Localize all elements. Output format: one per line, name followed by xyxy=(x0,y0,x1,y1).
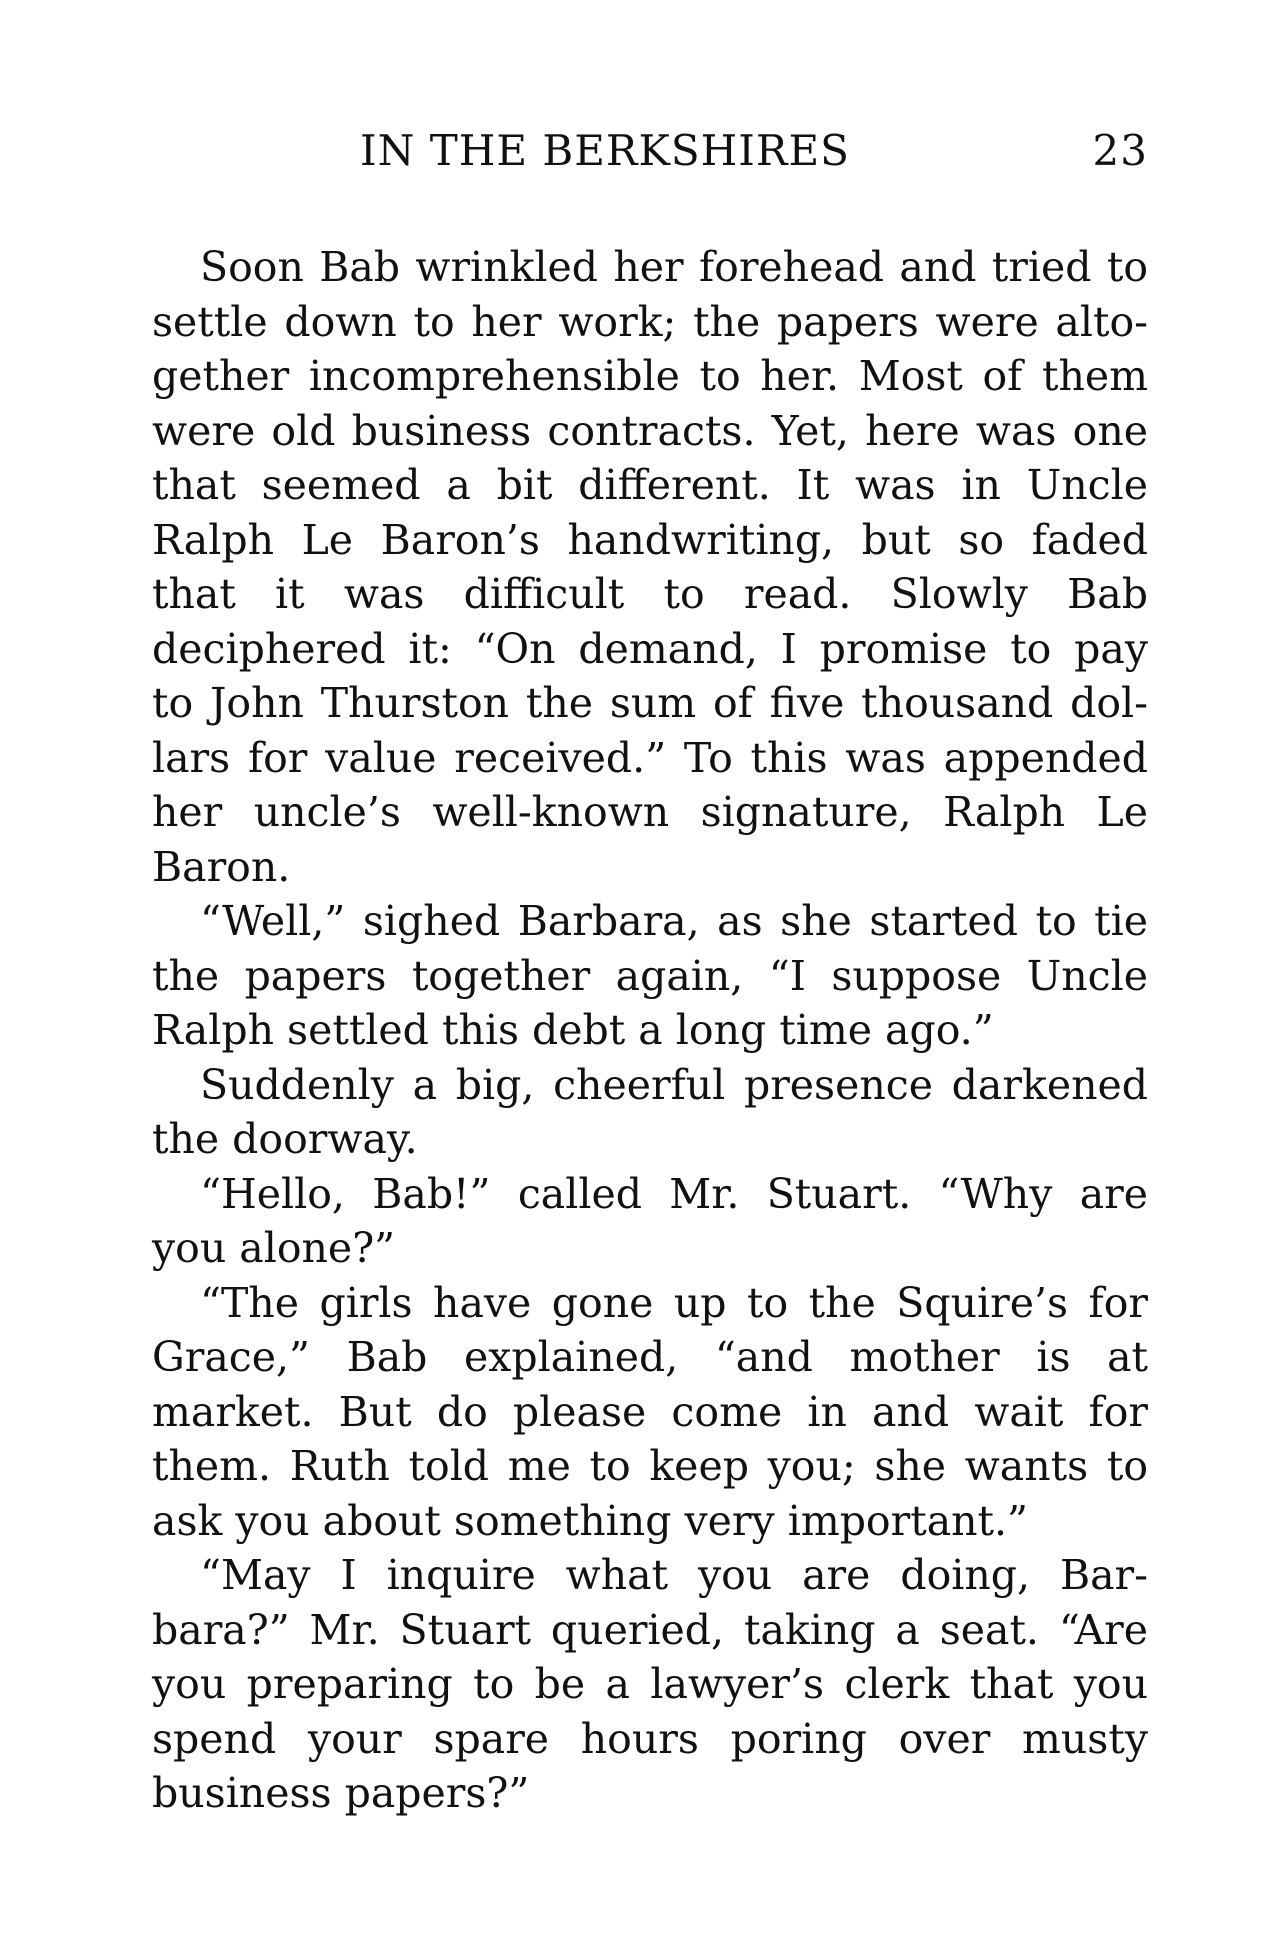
text-line: “The girls have gone up to the Squire’s for xyxy=(200,1278,1148,1327)
text-line: Ralph Le Baron’s handwriting, but so faded xyxy=(152,515,1148,564)
text-line: to John Thurston the sum of five thousand dol- xyxy=(152,679,1148,727)
text-line: market. But do please come in and wait for xyxy=(152,1387,1148,1436)
text-line: that it was difficult to read. Slowly Bab xyxy=(152,570,1148,618)
text-line: ask you about something very important.” xyxy=(152,1496,1029,1545)
text-line: “Hello, Bab!” called Mr. Stuart. “Why are xyxy=(200,1169,1148,1218)
text-line: her uncle’s well-known signature, Ralph Le xyxy=(152,788,1148,836)
text-line: Ralph settled this debt a long time ago.” xyxy=(152,1006,994,1054)
text-line: settle down to her work; the papers were alto- xyxy=(152,297,1148,346)
text-line: Suddenly a big, cheerful presence darkened xyxy=(200,1060,1148,1109)
text-line: that seemed a bit different. It was in Uncle xyxy=(152,461,1148,509)
text-line: gether incomprehensible to her. Most of them xyxy=(152,352,1148,400)
running-title: IN THE BERKSHIRES xyxy=(360,126,850,175)
text-line: spend your spare hours poring over musty xyxy=(152,1714,1148,1763)
text-line: Soon Bab wrinkled her forehead and tried to xyxy=(200,243,1148,291)
text-line: were old business contracts. Yet, here was one xyxy=(152,406,1148,455)
text-line: deciphered it: “On demand, I promise to pay xyxy=(152,624,1148,673)
text-line: Baron. xyxy=(152,842,291,891)
text-line: bara?” Mr. Stuart queried, taking a seat. “Are xyxy=(152,1605,1148,1654)
text-line: Grace,” Bab explained, “and mother is at xyxy=(152,1333,1148,1381)
running-head xyxy=(152,126,1148,186)
text-line: “May I inquire what you are doing, Bar- xyxy=(200,1551,1148,1599)
text-line: you alone?” xyxy=(152,1224,396,1272)
text-line: the papers together again, “I suppose Uncle xyxy=(152,951,1148,1000)
text-line: them. Ruth told me to keep you; she wants to xyxy=(152,1442,1148,1490)
text-line: lars for value received.” To this was appended xyxy=(152,733,1148,782)
text-line: you preparing to be a lawyer’s clerk that you xyxy=(152,1660,1148,1708)
text-line: the doorway. xyxy=(152,1115,418,1163)
text-line: business papers?” xyxy=(152,1769,530,1817)
text-line: “Well,” sighed Barbara, as she started to tie xyxy=(200,897,1148,945)
body-text xyxy=(152,240,1148,1821)
page-number: 23 xyxy=(1092,126,1148,175)
